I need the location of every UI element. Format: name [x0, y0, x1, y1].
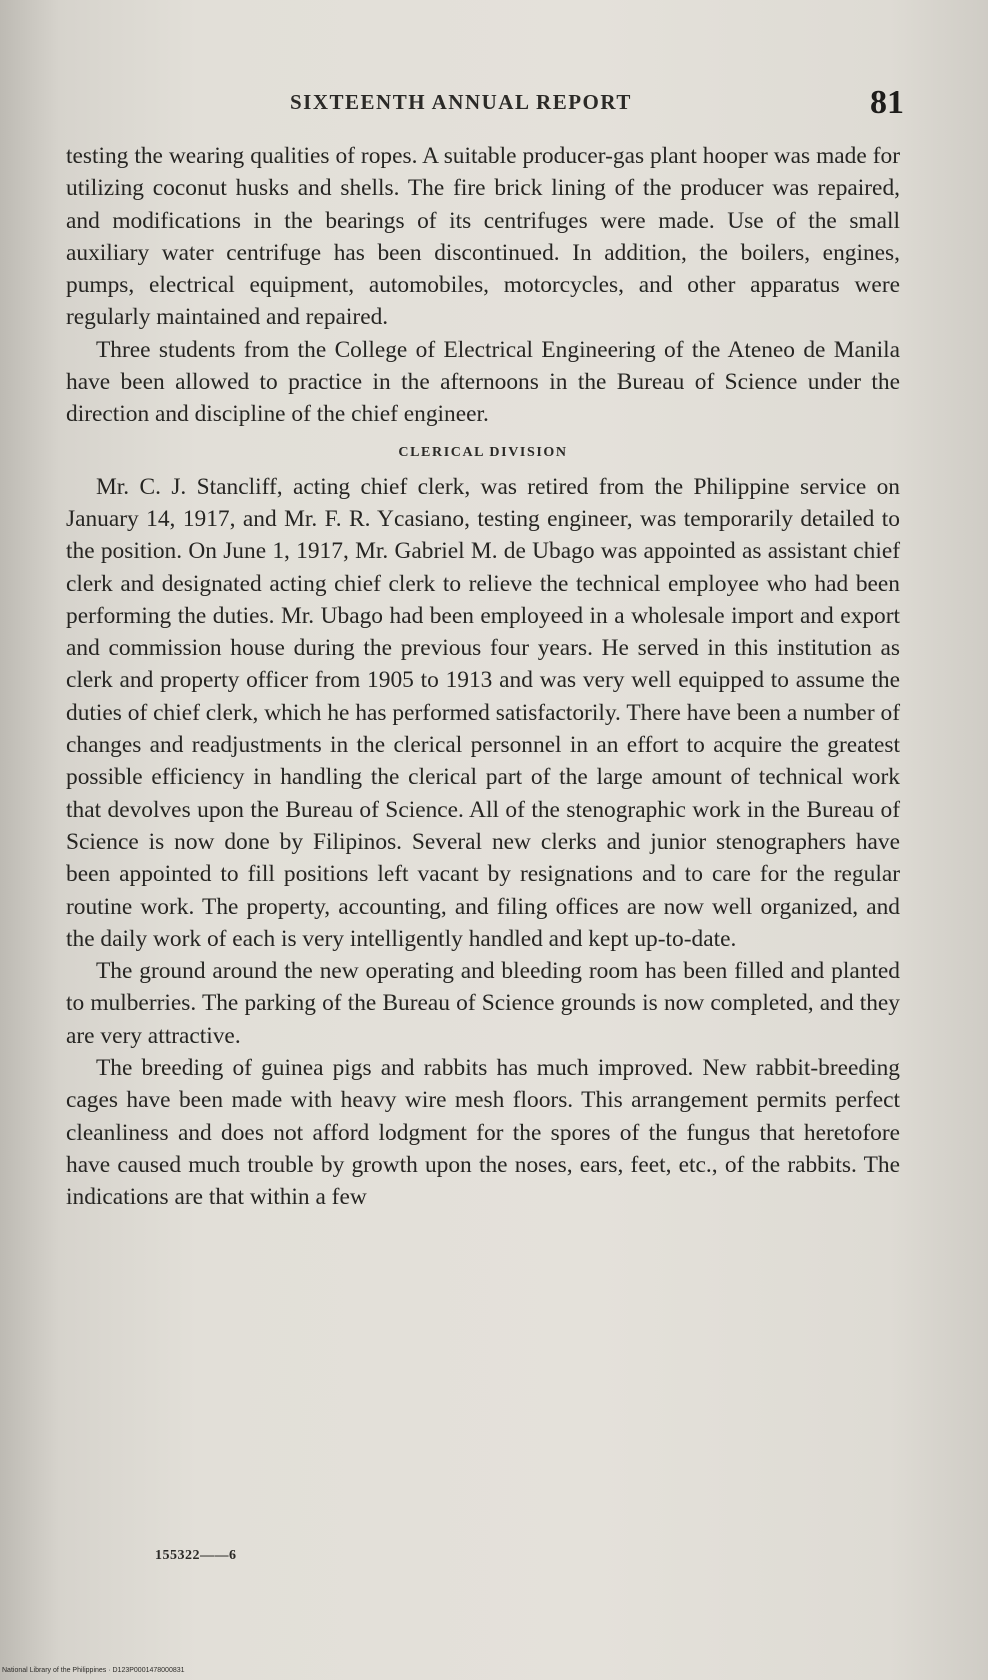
scan-caption: National Library of the Philippines · D123P0001478000831 — [2, 1667, 185, 1674]
section-heading-clerical-division: CLERICAL DIVISION — [398, 444, 568, 460]
running-head: SIXTEENTH ANNUAL REPORT — [290, 90, 632, 114]
paragraph-continued: testing the wearing qualities of ropes. A suitable producer-gas plant hooper was made for utilizing coconut husks and shells. The fire brick lining of the producer was repaired, and modifications in the bearings of its centrifuges were made. Use of the small auxiliary water centrifuge has been discontinued. In addition, the boilers, engines, pumps, electrical equipment, automobiles, motorcycles, and other apparatus were regularly maintained and repaired. — [66, 143, 900, 331]
paragraph-grounds: The ground around the new operating and bleeding room has been filled and planted to mulberries. The parking of the Bureau of Science grounds is now completed, and they are very attractive. — [66, 958, 900, 1049]
body-text — [66, 140, 900, 1214]
paragraph-breeding: The breeding of guinea pigs and rabbits has much improved. New rabbit-breeding cages have been made with heavy wire mesh floors. This arrangement permits perfect cleanliness and does not afford lodgment for the spores of the fungus that heretofore have caused much trouble by growth upon the noses, ears, feet, etc., of the rabbits. The indications are that within a few — [66, 1055, 900, 1211]
printer-signature-mark: 155322——6 — [155, 1548, 237, 1563]
page-number: 81 — [870, 84, 904, 121]
page-header — [0, 84, 988, 134]
paragraph-students: Three students from the College of Electrical Engineering of the Ateneo de Manila have been allowed to practice in the afternoons in the Bureau of Science under the direction and discipline of the chief engineer. — [66, 336, 900, 428]
paragraph-clerical-personnel: Mr. C. J. Stancliff, acting chief clerk, was retired from the Philippine service on January 14, 1917, and Mr. F. R. Ycasiano, testing engineer, was temporarily detailed to the position. On June 1, 1917, Mr. Gabriel M. de Ubago was appointed as assistant chief clerk and designated acting chief clerk to relieve the technical employee who had been performing the duties. Mr. Ubago had been employeed in a wholesale import and export and commission house during the previous four years. He served in this institution as clerk and property officer from 1905 to 1913 and was very well equipped to assume the duties of chief clerk, which he has performed satisfactorily. There have been a number of changes and readjustments in the clerical personnel in an effort to acquire the greatest possible efficiency in handling the clerical part of the large amount of technical work that devolves upon the Bureau of Science. All of the stenographic work in the Bureau of Science is now done by Filipinos. Several new clerks and junior stenographers have been appointed to fill positions left vacant by resignations and to care for the regular routine work. The property, accounting, and filing offices are now well organized, and the daily work of each is very intelligently handled and kept up-to-date. — [66, 473, 900, 952]
